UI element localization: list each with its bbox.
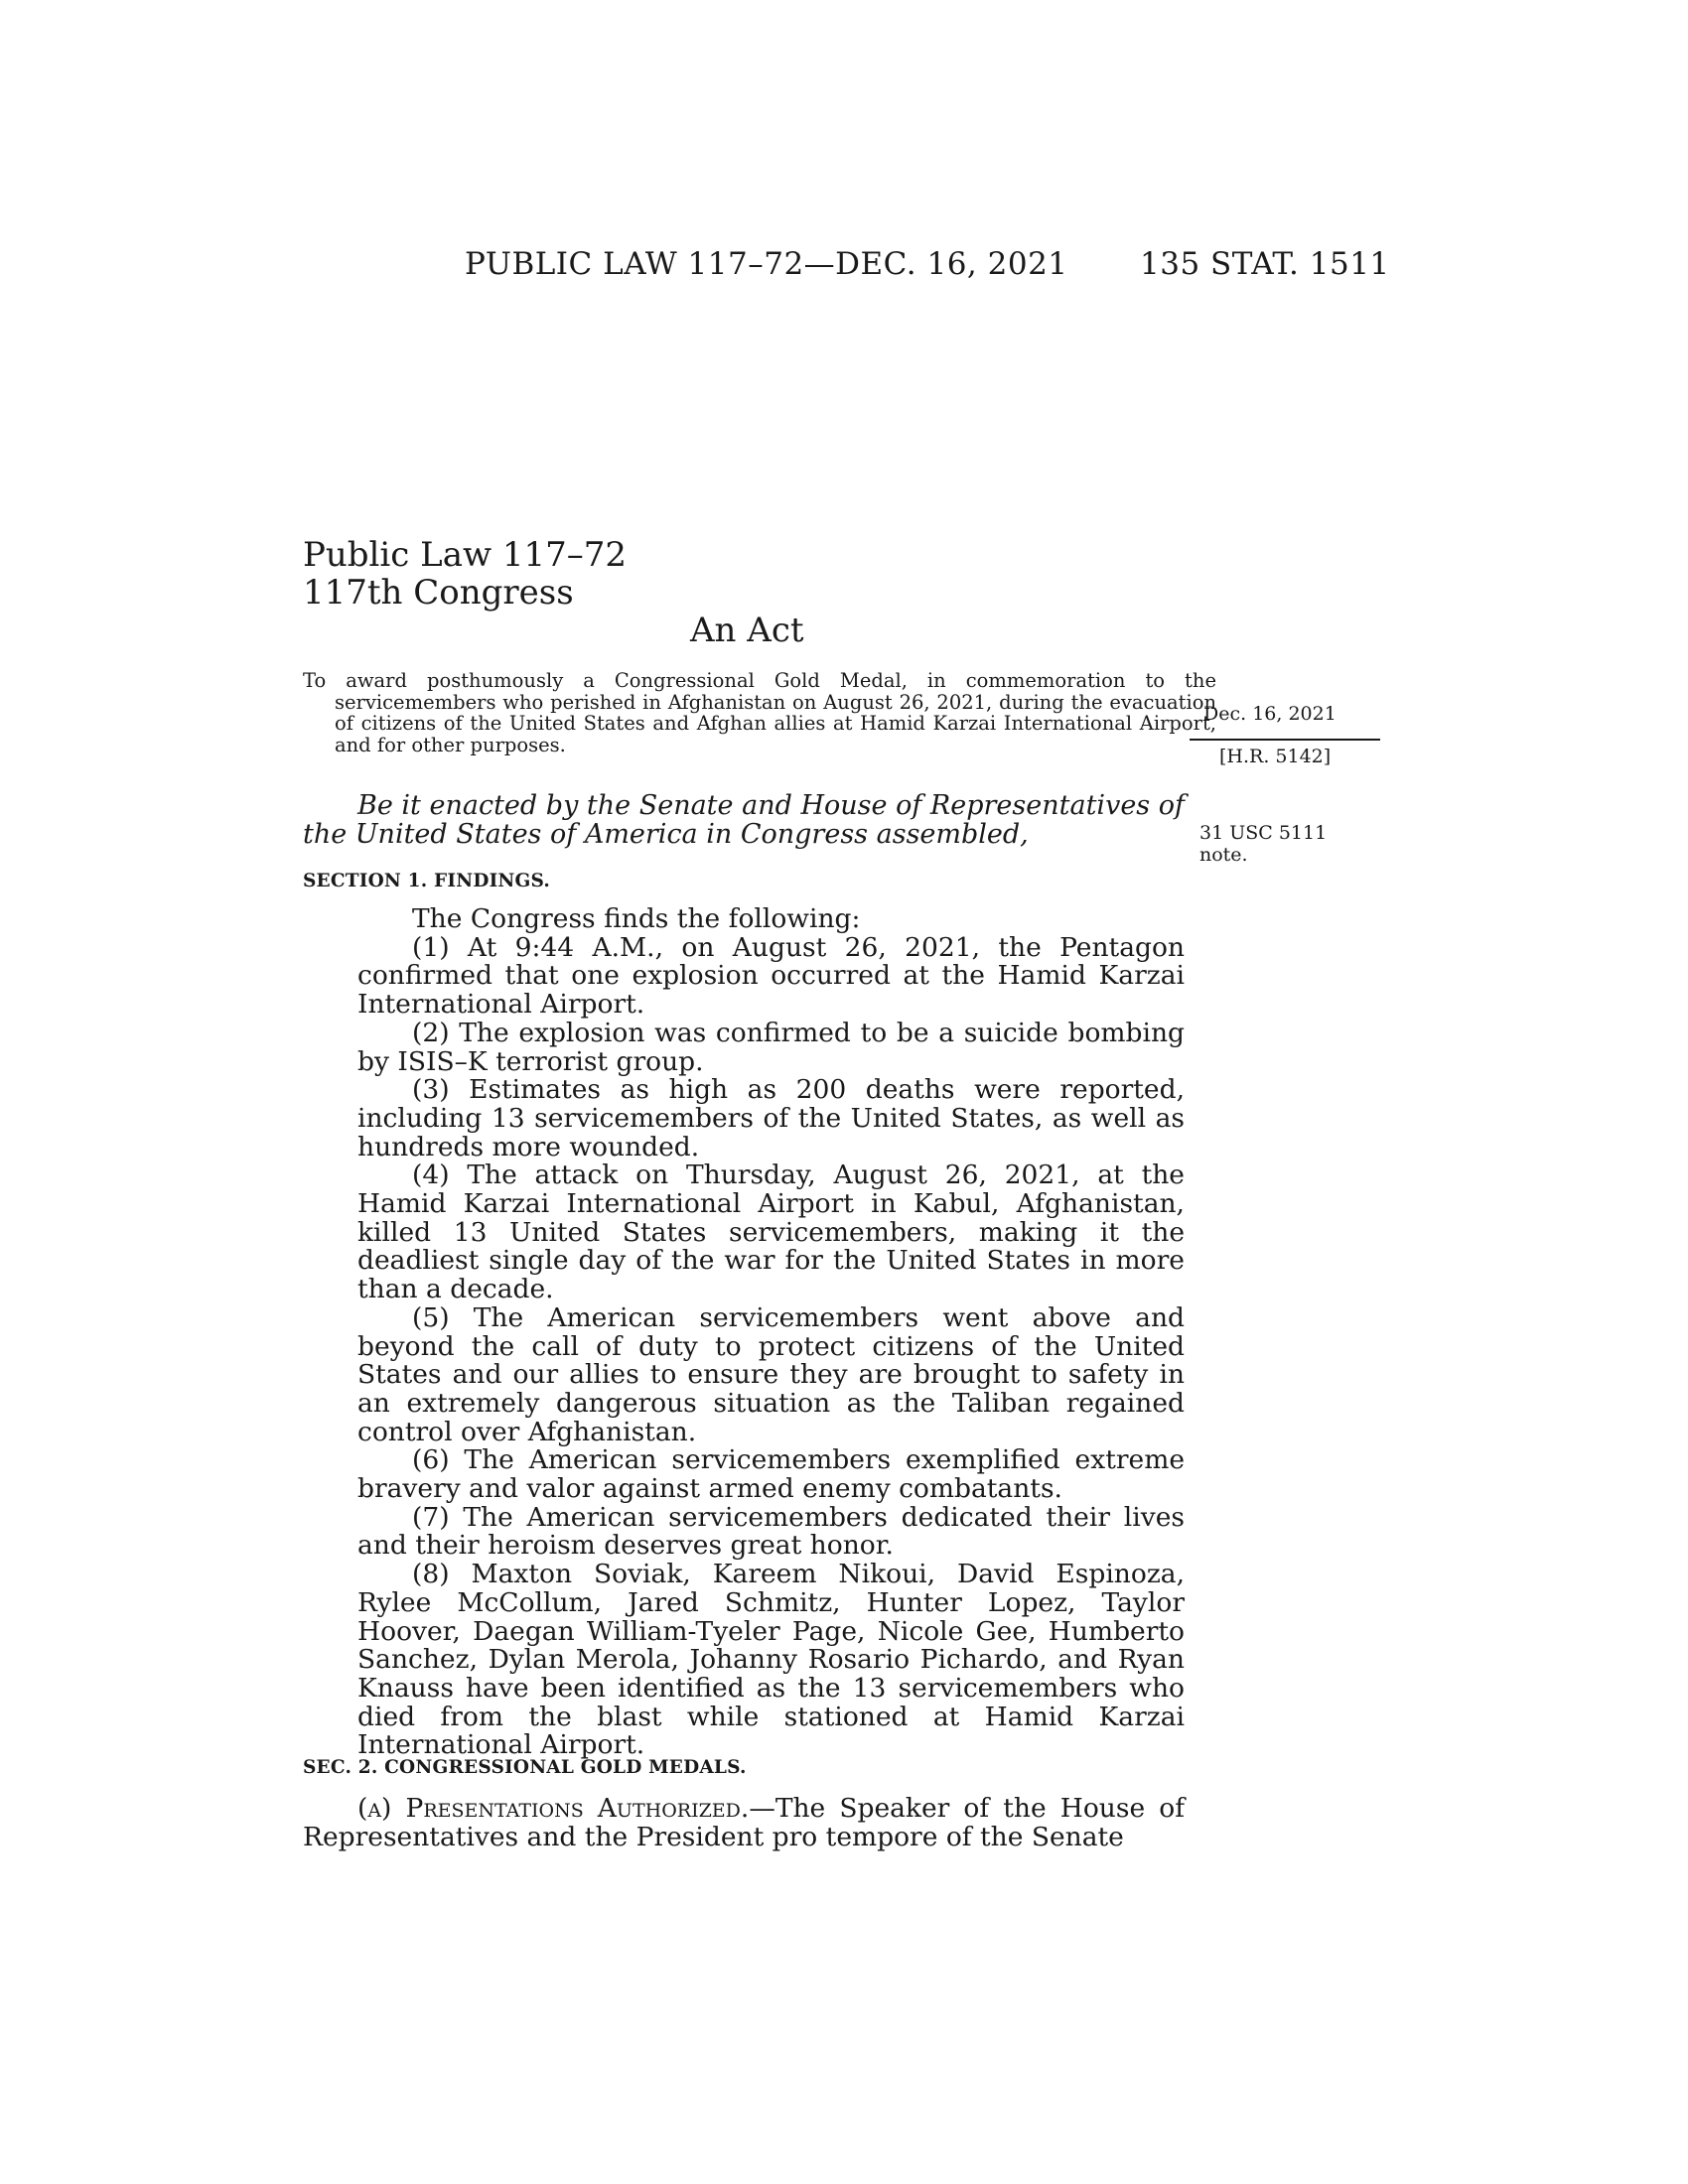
margin-usc-note: note. — [1199, 844, 1248, 866]
finding-item: (6) The American servicemembers exemplified extreme bravery and valor against armed enemy combatants. — [357, 1444, 1185, 1505]
running-head-left: PUBLIC LAW 117–72—DEC. 16, 2021 — [465, 246, 1068, 282]
section-1-heading: SECTION 1. FINDINGS. — [303, 871, 551, 891]
subsection-a — [303, 1795, 1185, 1851]
finding-item: (7) The American servicemembers dedicated their lives and their heroism deserves great honor. — [357, 1501, 1185, 1562]
finding-item: (1) At 9:44 A.M., on August 26, 2021, the Pentagon confirmed that one explosion occurred at the Hamid Karzai International Airport. — [357, 931, 1185, 1021]
law-number: Public Law 117–72 — [303, 535, 628, 575]
findings-intro: The Congress finds the following: — [412, 903, 861, 934]
an-act-heading: An Act — [690, 611, 804, 650]
finding-item: (2) The explosion was confirmed to be a suicide bombing by ISIS–K terrorist group. — [357, 1017, 1185, 1077]
running-head-page: 135 STAT. 1511 — [1140, 246, 1390, 282]
margin-bill-number: [H.R. 5142] — [1219, 746, 1332, 767]
finding-item: (5) The American servicemembers went above and beyond the call of duty to protect citizens of the United States and our allies to ensure they are brought to safety in an extremely dangerous situation as the Taliban regained control over Afghanistan. — [357, 1301, 1185, 1447]
findings-list — [303, 905, 1185, 1760]
subsection-a-text: —The Speaker of the House of Representatives and the President pro tempore of the Senate — [303, 1793, 1186, 1852]
margin-usc: 31 USC 5111 — [1199, 822, 1328, 844]
purpose-clause: To award posthumously a Congressional Gold Medal, in commemoration to the servicemembers who perished in Afghanistan on August 26, 2021, during the evacuation of citizens of the United States and Afghan allies at Hamid Karzai International Airport, and for other purposes. — [303, 669, 1216, 756]
margin-rule — [1190, 739, 1380, 741]
finding-item: (3) Estimates as high as 200 deaths were reported, including 13 servicemembers of the United States, as well as hundreds more wounded. — [357, 1074, 1185, 1162]
margin-date: Dec. 16, 2021 — [1203, 703, 1336, 725]
subsection-a-heading: (a) Presentations Authorized. — [357, 1793, 750, 1824]
congress-number: 117th Congress — [303, 573, 574, 613]
finding-item: (8) Maxton Soviak, Kareem Nikoui, David Espinoza, Rylee McCollum, Jared Schmitz, Hunter Lopez, Taylor Hoover, Daegan William-Tyeler Page, Nicole Gee, Humberto Sanchez, Dylan Merola, Johanny Rosario Pichardo, and Ryan Knauss have been identified as the 13 servicemembers who died from the blast while stationed at Hamid Karzai International Airport. — [357, 1559, 1185, 1761]
section-2-heading: SEC. 2. CONGRESSIONAL GOLD MEDALS. — [303, 1757, 747, 1778]
enacting-clause: Be it enacted by the Senate and House of Representatives of the United States of America in Congress assembled, — [303, 790, 1185, 850]
finding-item: (4) The attack on Thursday, August 26, 2021, at the Hamid Karzai International Airport in Kabul, Afghanistan, killed 13 United States servicemembers, making it the deadliest single day of the war for the United States in more than a decade. — [357, 1160, 1185, 1305]
